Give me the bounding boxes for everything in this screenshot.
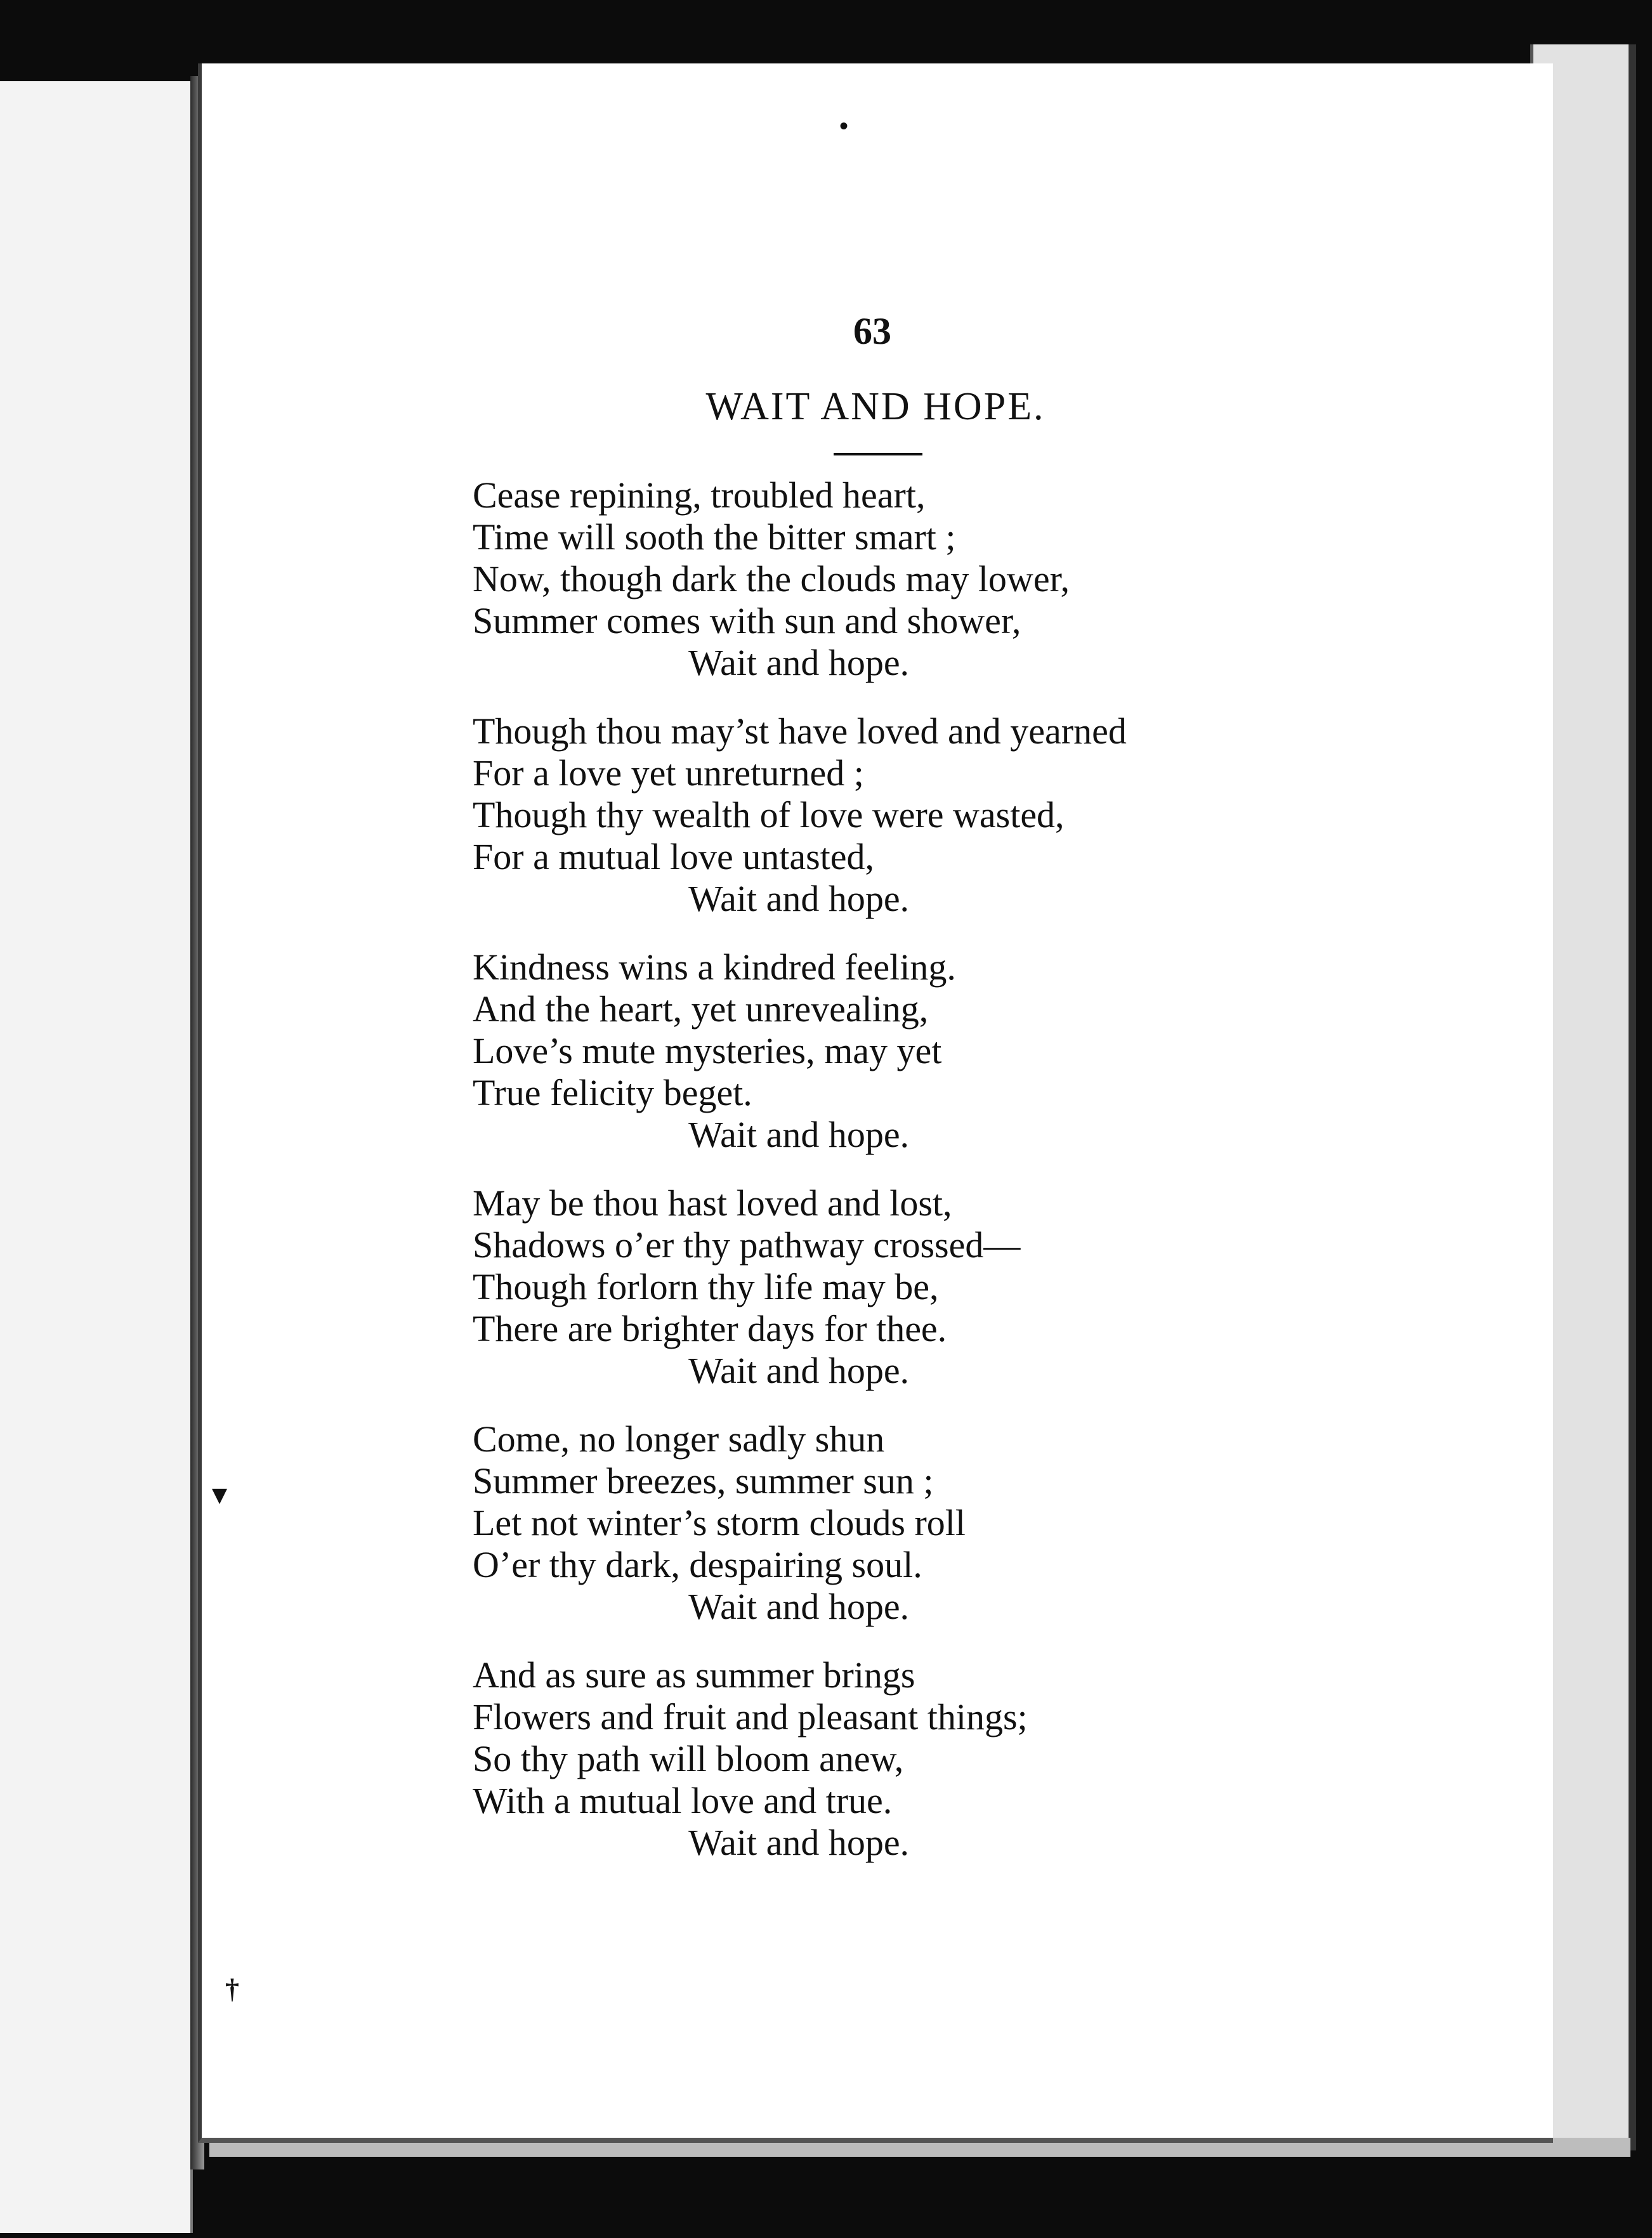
poem-title: WAIT AND HOPE.	[705, 385, 1046, 428]
poem-line: Kindness wins a kindred feeling.	[473, 946, 956, 988]
poem-line: For a mutual love untasted,	[473, 836, 875, 877]
stanza	[473, 946, 1361, 1156]
poem-line: Though thy wealth of love were wasted,	[473, 794, 1065, 835]
poem-line: Now, though dark the clouds may lower,	[473, 558, 1070, 599]
poem-line: For a love yet unreturned ;	[473, 752, 864, 794]
stanza	[473, 1418, 1361, 1628]
left-page	[0, 81, 193, 2233]
refrain-line: Wait and hope.	[688, 1586, 910, 1627]
refrain-line: Wait and hope.	[688, 1822, 910, 1863]
poem-line: Summer breezes, summer sun ;	[473, 1460, 934, 1502]
page-number: 63	[853, 310, 891, 352]
title-divider	[834, 453, 922, 455]
refrain-line: Wait and hope.	[688, 1350, 910, 1391]
poem-line: Summer comes with sun and shower,	[473, 600, 1021, 641]
poem-line: May be thou hast loved and lost,	[473, 1182, 952, 1224]
poem-line: And the heart, yet unrevealing,	[473, 988, 929, 1030]
poem-line: With a mutual love and true.	[473, 1780, 893, 1821]
poem-line: Time will sooth the bitter smart ;	[473, 516, 956, 558]
stanza	[473, 1654, 1361, 1864]
poem-line: O’er thy dark, despairing soul.	[473, 1544, 922, 1585]
stanza	[473, 474, 1361, 684]
poem-line: True felicity beget.	[473, 1072, 752, 1113]
poem-line: Though forlorn thy life may be,	[473, 1266, 939, 1307]
poem-line: And as sure as summer brings	[473, 1654, 915, 1696]
poem-line: Though thou may’st have loved and yearned	[473, 710, 1127, 752]
stanza	[473, 710, 1361, 920]
refrain-line: Wait and hope.	[688, 878, 910, 919]
refrain-line: Wait and hope.	[688, 1114, 910, 1155]
poem-line: Let not winter’s storm clouds roll	[473, 1502, 966, 1543]
poem-line: Shadows o’er thy pathway crossed—	[473, 1224, 1021, 1266]
binding-mark: ▾	[213, 1479, 227, 1510]
poem-line: So thy path will bloom anew,	[473, 1738, 904, 1779]
binding-mark: †	[225, 1973, 239, 2005]
poem-line: There are brighter days for thee.	[473, 1308, 947, 1349]
ink-speck: •	[839, 112, 849, 140]
poem-line: Love’s mute mysteries, may yet	[473, 1030, 942, 1071]
stanza	[473, 1182, 1361, 1392]
poem-line: Come, no longer sadly shun	[473, 1418, 885, 1460]
refrain-line: Wait and hope.	[688, 642, 910, 683]
poem-line: Flowers and fruit and pleasant things;	[473, 1696, 1028, 1737]
poem-line: Cease repining, troubled heart,	[473, 474, 926, 516]
poem-body	[473, 474, 1361, 1890]
